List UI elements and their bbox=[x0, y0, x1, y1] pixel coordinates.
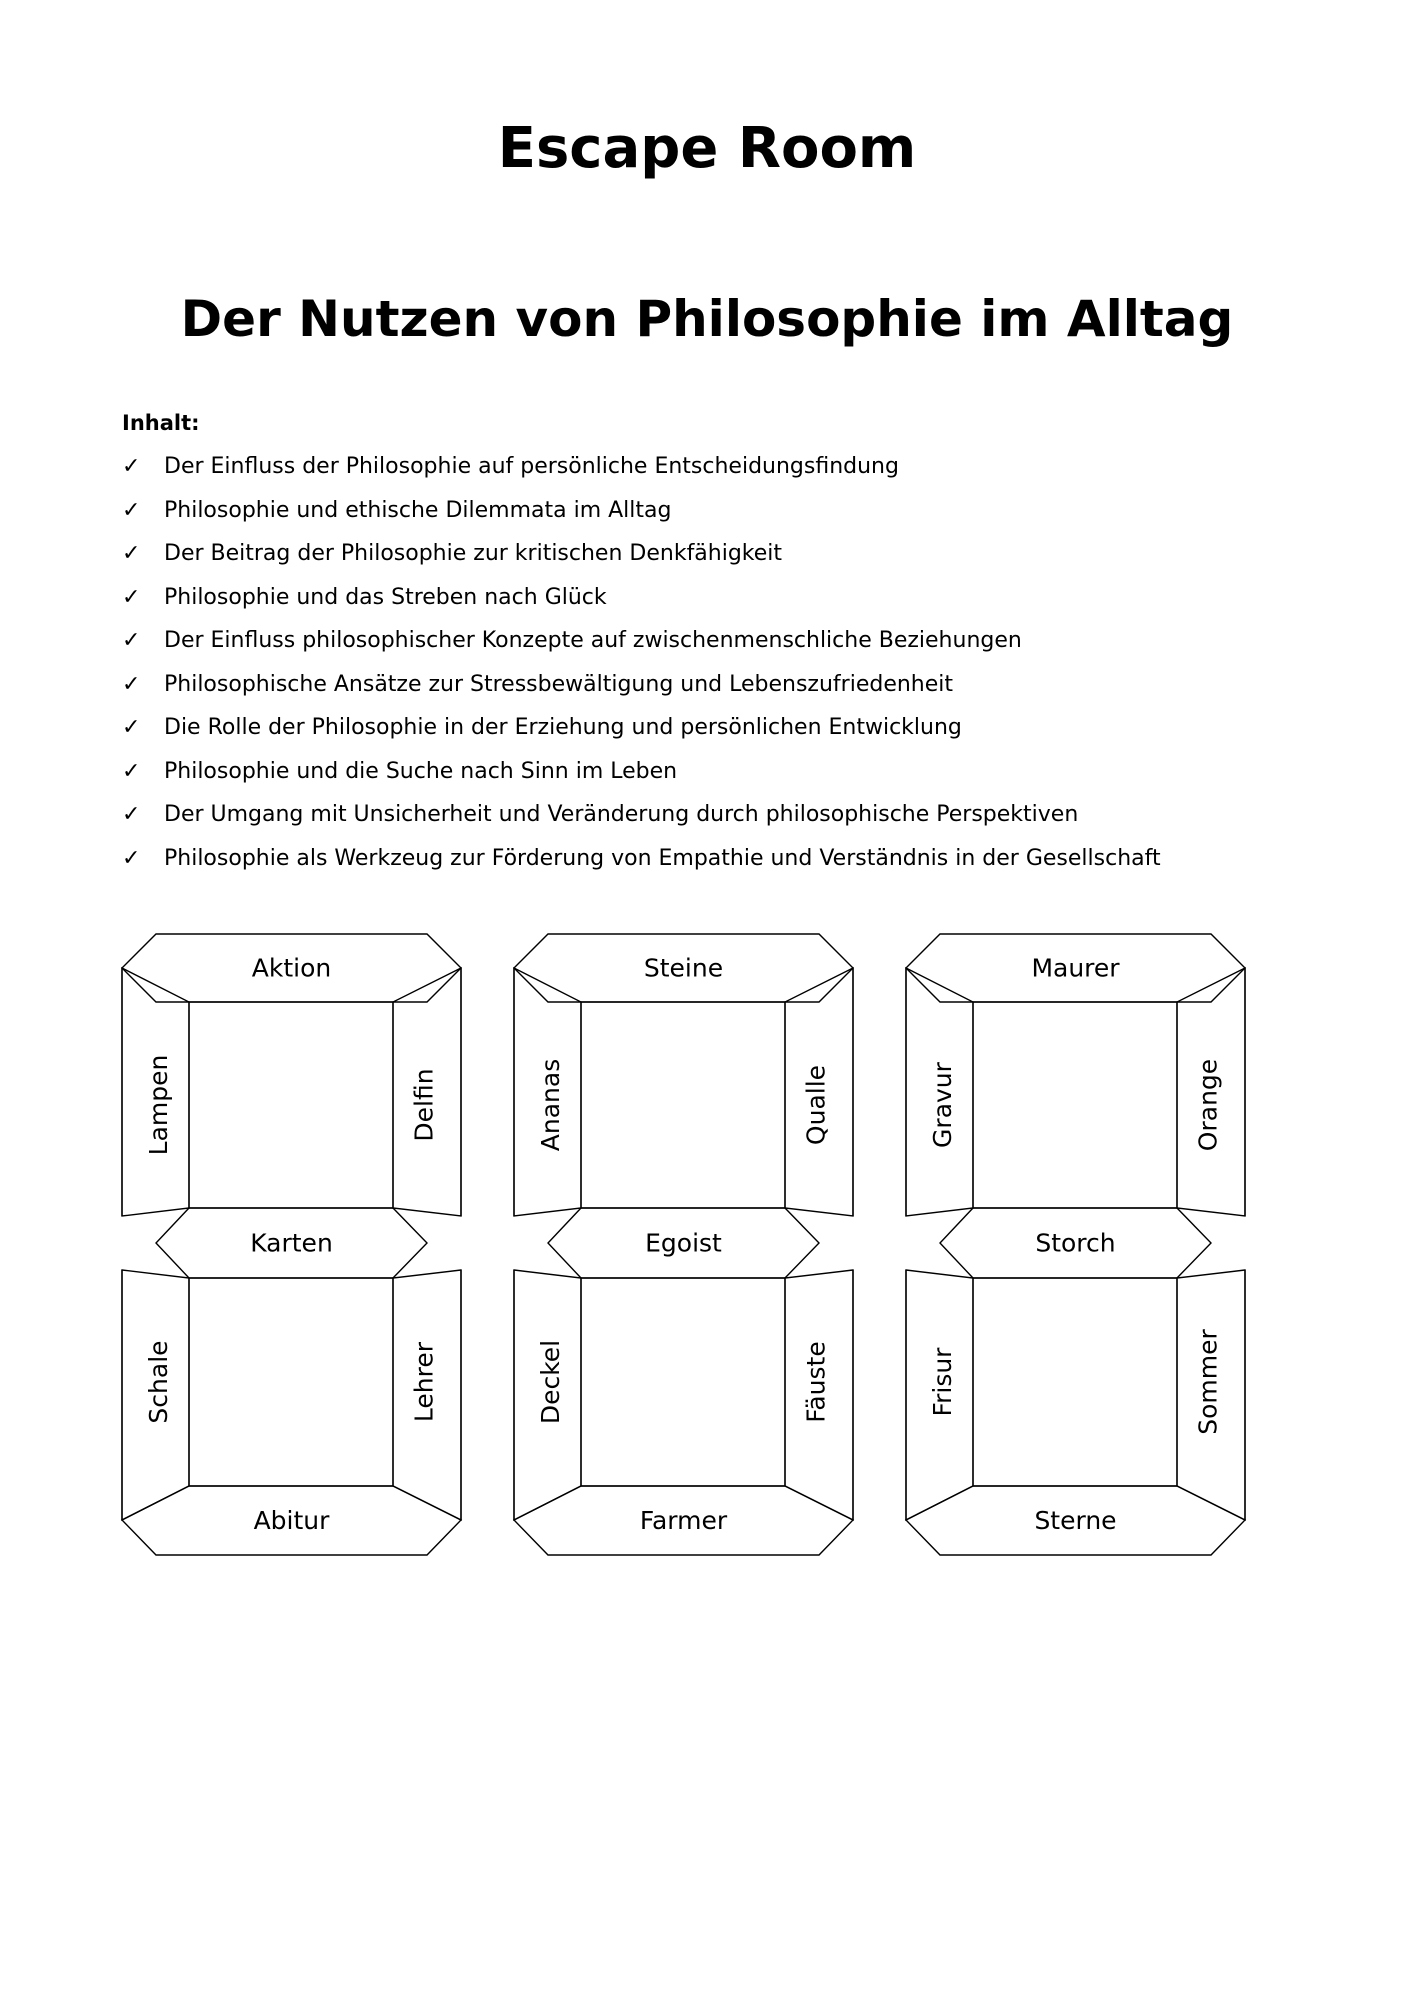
check-icon: ✓ bbox=[122, 758, 141, 784]
topic-text: Philosophie als Werkzeug zur Förderung von Empathie und Verständnis in der Gesellschaft bbox=[164, 845, 1161, 871]
content-heading: Inhalt: bbox=[122, 411, 200, 435]
topic-text: Philosophische Ansätze zur Stressbewältigung und Lebenszufriedenheit bbox=[164, 671, 954, 697]
upper-answer-box bbox=[581, 1002, 785, 1208]
segment-puzzle bbox=[514, 934, 853, 1555]
segment-label: Ananas bbox=[536, 1058, 565, 1152]
segment-label: Delfin bbox=[409, 1068, 439, 1142]
topic-text: Der Beitrag der Philosophie zur kritischen Denkfähigkeit bbox=[164, 541, 783, 567]
segment-label: Qualle bbox=[801, 1064, 831, 1146]
segment-label: Orange bbox=[1193, 1058, 1223, 1152]
segment-label: Abitur bbox=[253, 1506, 330, 1535]
page-subtitle: Der Nutzen von Philosophie im Alltag bbox=[180, 290, 1234, 348]
check-icon: ✓ bbox=[122, 584, 141, 610]
page-title: Escape Room bbox=[497, 116, 917, 181]
topic-text: Philosophie und die Suche nach Sinn im Leben bbox=[164, 758, 678, 784]
segment-label: Steine bbox=[643, 953, 724, 983]
segment-label: Egoist bbox=[645, 1228, 722, 1258]
topic-text: Philosophie und das Streben nach Glück bbox=[164, 584, 607, 610]
lower-answer-box bbox=[581, 1278, 785, 1486]
segment-label: Karten bbox=[250, 1228, 333, 1258]
segment-label: Sommer bbox=[1193, 1329, 1223, 1435]
check-icon: ✓ bbox=[122, 454, 141, 480]
check-icon: ✓ bbox=[122, 671, 141, 697]
segment-label: Storch bbox=[1035, 1228, 1116, 1258]
upper-answer-box bbox=[189, 1002, 393, 1208]
segment-puzzle bbox=[122, 934, 461, 1555]
segment-label: Sterne bbox=[1034, 1506, 1117, 1535]
segment-label: Deckel bbox=[536, 1339, 565, 1425]
topic-text: Der Umgang mit Unsicherheit und Veränderung durch philosophische Perspektiven bbox=[164, 802, 1079, 828]
segment-label: Aktion bbox=[251, 953, 332, 983]
segment-puzzle bbox=[906, 934, 1245, 1555]
segment-label: Fäuste bbox=[801, 1341, 831, 1423]
segment-label: Farmer bbox=[639, 1506, 728, 1535]
lower-answer-box bbox=[189, 1278, 393, 1486]
segment-label: Lampen bbox=[144, 1054, 173, 1156]
topic-text: Der Einfluss philosophischer Konzepte auf zwischenmenschliche Beziehungen bbox=[164, 628, 1022, 654]
check-icon: ✓ bbox=[122, 802, 141, 828]
check-icon: ✓ bbox=[122, 628, 141, 654]
segment-label: Frisur bbox=[928, 1347, 957, 1417]
topic-text: Die Rolle der Philosophie in der Erziehung und persönlichen Entwicklung bbox=[164, 715, 962, 741]
check-icon: ✓ bbox=[122, 541, 141, 567]
segment-label: Lehrer bbox=[409, 1341, 439, 1423]
check-icon: ✓ bbox=[122, 497, 141, 523]
lower-answer-box bbox=[973, 1278, 1177, 1486]
segment-label: Schale bbox=[144, 1340, 173, 1424]
segment-label: Gravur bbox=[928, 1062, 957, 1148]
topic-text: Philosophie und ethische Dilemmata im Alltag bbox=[164, 497, 672, 523]
check-icon: ✓ bbox=[122, 715, 141, 741]
topic-text: Der Einfluss der Philosophie auf persönliche Entscheidungsfindung bbox=[164, 454, 899, 480]
segment-label: Maurer bbox=[1031, 953, 1120, 983]
check-icon: ✓ bbox=[122, 845, 141, 871]
upper-answer-box bbox=[973, 1002, 1177, 1208]
